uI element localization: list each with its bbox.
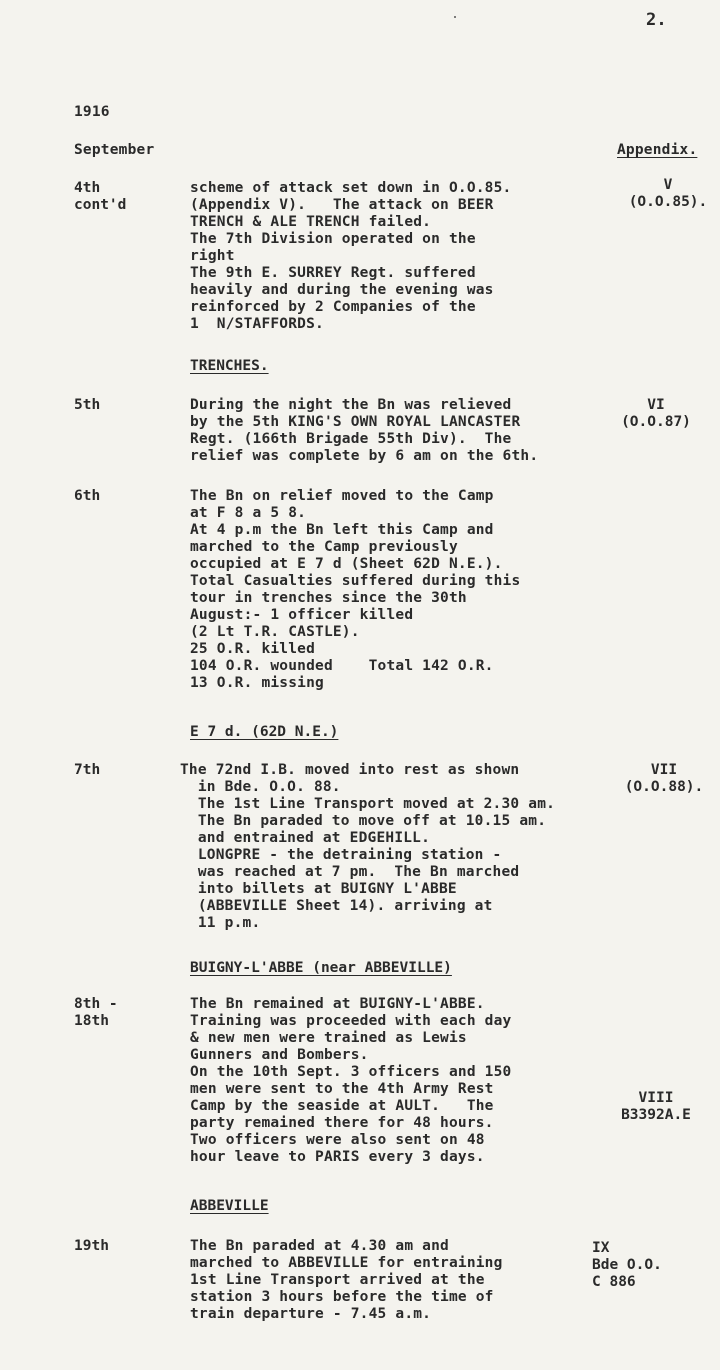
- entry-text-7th: The 72nd I.B. moved into rest as shown in Bde. O.O. 88. The 1st Line Transport moved at 2.30 am. The Bn paraded to move off at 10.15 am. and entrained at EDGEHILL. LONGPRE - the detraining station - was reached at 7 pm. The Bn marched into billets at BUIGNY L'ABBE (ABBEVILLE Sheet 14). arriving at 11 p.m.: [180, 762, 556, 931]
- appendix-ref-8th-18th: VIII B3392A.E: [621, 1090, 691, 1123]
- entry-text-6th: The Bn on relief moved to the Camp at F 8 a 5 8. At 4 p.m the Bn left this Camp and marched to the Camp previously occupied at E 7 d (Sheet 62D N.E.). Total Casualties suffered during this tour in trenches since the 30th August:- 1 officer killed (2 Lt T.R. CASTLE). 25 O.R. killed 104 O.R. wounded Total 142 O.R. 13 O.R. missing: [190, 488, 521, 691]
- month: September: [74, 142, 155, 158]
- location-heading-abbeville: ABBEVILLE: [190, 1198, 269, 1214]
- appendix-header: Appendix.: [617, 142, 698, 158]
- year: 1916: [74, 104, 110, 120]
- entry-text-4th: scheme of attack set down in O.O.85. (Appendix V). The attack on BEER TRENCH & ALE TRENCH failed. The 7th Division operated on the right The 9th E. SURREY Regt. suffered heavily and during the evening was reinforced by 2 Companies of the 1 N/STAFFORDS.: [190, 180, 512, 332]
- entry-date-8th-18th: 8th - 18th: [74, 996, 118, 1029]
- entry-text-8th-18th: The Bn remained at BUIGNY-L'ABBE. Training was proceeded with each day & new men were trained as Lewis Gunners and Bombers. On the 10th Sept. 3 officers and 150 men were sent to the 4th Army Rest Camp by the seaside at AULT. The party remained there for 48 hours. Two officers were also sent on 48 hour leave to PARIS every 3 days.: [190, 996, 512, 1165]
- entry-date-4th: 4th cont'd: [74, 180, 127, 213]
- appendix-ref-4th: V (O.O.85).: [628, 177, 708, 210]
- appendix-ref-5th: VI (O.O.87): [621, 397, 691, 430]
- entry-text-5th: During the night the Bn was relieved by the 5th KING'S OWN ROYAL LANCASTER Regt. (166th Brigade 55th Div). The relief was complete by 6 am on the 6th.: [190, 397, 539, 464]
- ink-speck: [454, 16, 456, 18]
- entry-date-19th: 19th: [74, 1238, 109, 1254]
- appendix-ref-19th: IX Bde O.O. C 886: [592, 1240, 662, 1290]
- entry-date-7th: 7th: [74, 762, 101, 778]
- entry-date-6th: 6th: [74, 488, 101, 504]
- appendix-ref-7th: VII (O.O.88).: [624, 762, 704, 795]
- location-heading-buigny: BUIGNY-L'ABBE (near ABBEVILLE): [190, 960, 452, 976]
- location-heading-e7d: E 7 d. (62D N.E.): [190, 724, 339, 740]
- entry-date-5th: 5th: [74, 397, 101, 413]
- page-number: 2.: [646, 10, 667, 30]
- location-heading-trenches: TRENCHES.: [190, 358, 269, 374]
- entry-text-19th: The Bn paraded at 4.30 am and marched to ABBEVILLE for entraining 1st Line Transport arrived at the station 3 hours before the time of train departure - 7.45 a.m.: [190, 1238, 503, 1322]
